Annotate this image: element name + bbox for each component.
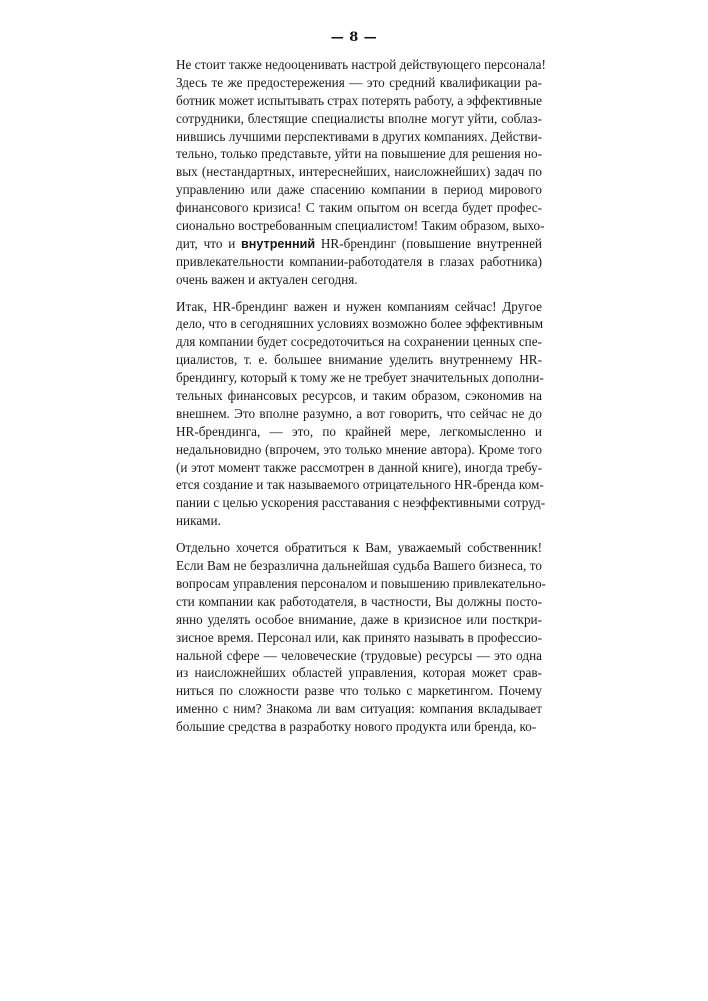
text-line: очень важен и актуален сегодня. <box>176 271 358 287</box>
text-line: нившись лучшими перспективами в других компаниях. Действи- <box>176 128 543 144</box>
text-fragment: дит, что и <box>176 235 242 251</box>
text-line: сти компании как работодателя, в частности, Вы должны посто- <box>176 593 542 609</box>
text-line: Не стоит также недооценивать настрой действующего персонала! <box>176 57 546 72</box>
text-line: недальновидно (впрочем, это только мнение автора). Кроме того <box>176 441 542 457</box>
text-line: большие средства в разработку нового продукта или бренда, ко- <box>176 719 537 735</box>
text-line: зисное время. Персонал или, как принято называть в профессио- <box>176 629 542 645</box>
paragraph-gap <box>176 530 542 539</box>
text-line: дело, что в сегодняшних условиях возможно более эффективным <box>176 316 544 332</box>
text-line: тельно, только представьте, уйти на повышение для решения но- <box>176 146 542 162</box>
text-line: Итак, HR-брендинг важен и нужен компаниям сейчас! Другое <box>176 298 542 314</box>
text-line: брендингу, который к тому же не требует значительных дополни- <box>176 370 544 386</box>
text-line: сионально востребованным специалистом! Таким образом, выхо- <box>176 218 545 234</box>
text-line: сотрудники, блестящие специалисты вполне могут уйти, соблаз- <box>176 110 542 126</box>
text-line: циалистов, т. е. большее внимание уделить внутреннему HR- <box>176 352 542 368</box>
text-line: ется создание и так называемого отрицательного HR-бренда ком- <box>176 477 544 493</box>
text-line: никами. <box>176 513 221 529</box>
text-line: именно с ним? Знакома ли вам ситуация: компания вкладывает <box>176 701 542 717</box>
text-line: HR-брендинга, — это, по крайней мере, легкомысленно и <box>176 423 542 439</box>
text-line: ниться по сложности разве что только с маркетингом. Почему <box>176 683 542 699</box>
text-line: пании с целью ускорения расставания с неэффективными сотруд- <box>176 495 546 511</box>
text-line: вопросам управления персоналом и повышению привлекательно- <box>176 575 546 591</box>
text-fragment: HR-брендинг (повышение внутренней <box>315 235 542 251</box>
text-line: для компании будет сосредоточиться на сохранении ценных спе- <box>176 334 542 350</box>
text-line: (и этот момент также рассмотрен в данной книге), иногда требу- <box>176 459 542 475</box>
body-text <box>176 56 546 736</box>
text-line: вых (нестандартных, интереснейших, наисложнейших) задач по <box>176 164 542 180</box>
text-line: ботник может испытывать страх потерять работу, а эффективные <box>176 92 542 108</box>
text-line: финансового кризиса! С таким опытом он всегда будет профес- <box>176 200 542 216</box>
text-line: Если Вам не безразлична дальнейшая судьба Вашего бизнеса, то <box>176 558 542 574</box>
text-line: внешнем. Это вполне разумно, а вот говорить, что сейчас не до <box>176 405 542 421</box>
text-line: Отдельно хочется обратиться к Вам, уважаемый собственник! <box>176 540 542 556</box>
paragraph <box>176 298 546 531</box>
text-line: янно уделять особое внимание, даже в кризисное или посткри- <box>176 611 542 627</box>
text-line: управлению или даже спасению компании в период мирового <box>176 182 542 198</box>
paragraph-gap <box>176 289 542 298</box>
emphasized-word: внутренний <box>241 236 316 251</box>
page-number: — 8 — <box>330 30 378 45</box>
text-line: тельных финансовых ресурсов, и таким образом, сэкономив на <box>176 388 542 404</box>
paragraph <box>176 56 546 289</box>
text-line <box>176 235 542 253</box>
paragraph <box>176 539 546 736</box>
text-line: из наисложнейших областей управления, которая может срав- <box>176 665 542 681</box>
text-line: нальной сфере — человеческие (трудовые) ресурсы — это одна <box>176 647 542 663</box>
text-line: Здесь те же предостережения — это средний квалификации ра- <box>176 74 542 90</box>
text-line: привлекательности компании-работодателя в глазах работника) <box>176 253 542 269</box>
